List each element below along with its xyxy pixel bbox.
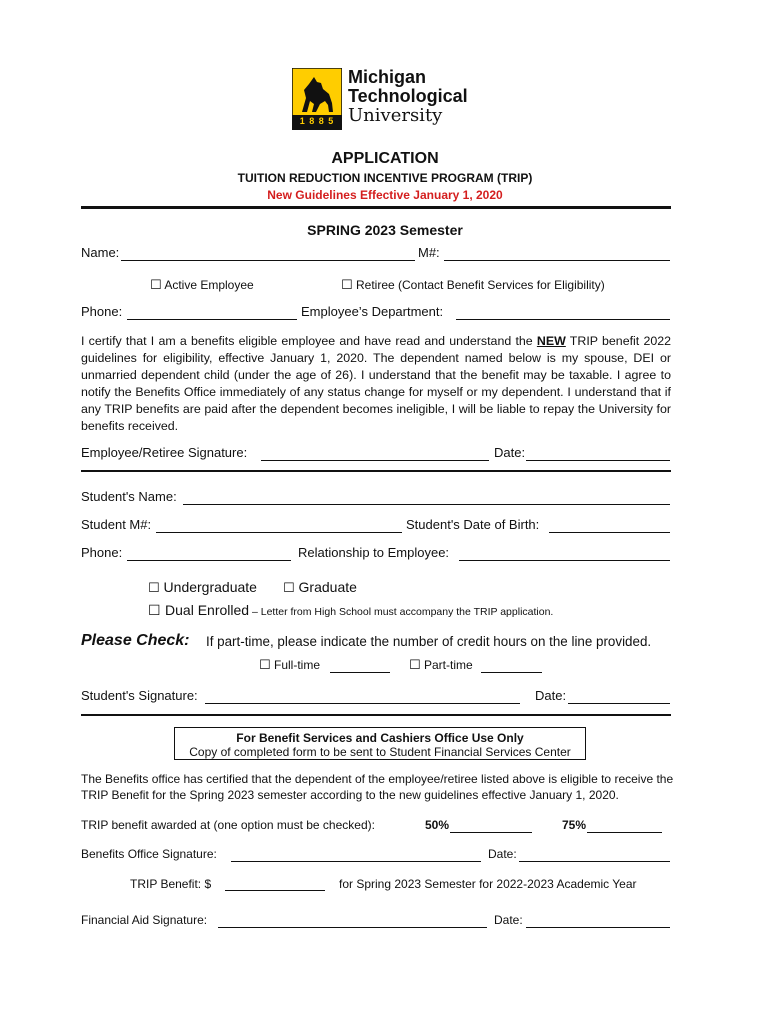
financial-aid-date-label: Date: (494, 913, 523, 927)
student-m-label: Student M#: (81, 517, 152, 532)
employee-name-field[interactable] (121, 260, 415, 261)
logo-line-technological: Technological (348, 86, 468, 106)
student-signature-date-field[interactable] (568, 703, 670, 704)
program-subtitle: TUITION REDUCTION INCENTIVE PROGRAM (TRIP) (237, 171, 533, 185)
certification-text-1: I certify that I am a benefits eligible employee and have read and understand the (81, 334, 537, 348)
relationship-field[interactable] (459, 560, 670, 561)
financial-aid-date-field[interactable] (526, 927, 670, 928)
part-time-credit-field[interactable] (481, 672, 542, 673)
part-time-label: Part-time (424, 658, 473, 672)
employee-department-label: Employee’s Department: (301, 304, 444, 319)
benefits-office-signature-label: Benefits Office Signature: (81, 847, 217, 861)
benefits-office-date-label: Date: (488, 847, 517, 861)
trip-benefit-amount-field[interactable] (225, 890, 325, 891)
option-50-label: 50% (425, 818, 450, 832)
logo-line-michigan: Michigan (348, 67, 427, 87)
benefit-awarded-label: TRIP benefit awarded at (one option must be checked): (81, 818, 375, 832)
student-name-label: Student's Name: (81, 489, 177, 504)
relationship-label: Relationship to Employee: (298, 545, 450, 560)
section-rule-2 (81, 714, 671, 716)
header-rule (81, 206, 671, 209)
financial-aid-signature-label: Financial Aid Signature: (81, 913, 208, 927)
logo-year: 1 8 8 5 (299, 116, 335, 126)
option-75-field[interactable] (587, 832, 662, 833)
student-dob-label: Student's Date of Birth: (406, 517, 540, 532)
employee-signature-date-field[interactable] (526, 460, 670, 461)
office-use-box (174, 727, 586, 760)
logo-line-university: University (348, 105, 443, 126)
employee-signature-date-label: Date: (494, 445, 526, 460)
full-time-checkbox[interactable]: ☐ (259, 658, 271, 673)
certification-emphasis-new: NEW (536, 334, 566, 348)
please-check-heading: Please Check: (81, 632, 190, 649)
retiree-label: Retiree (Contact Benefit Services for Eligibility) (356, 278, 605, 292)
effective-date-notice: New Guidelines Effective January 1, 2020 (267, 188, 503, 202)
student-phone-field[interactable] (127, 560, 291, 561)
dual-enrolled-label: Dual Enrolled (165, 602, 250, 618)
active-employee-checkbox[interactable]: ☐ (150, 278, 162, 293)
office-use-note: Copy of completed form to be sent to Student Financial Services Center (189, 745, 571, 759)
university-logo (292, 68, 477, 130)
option-50-field[interactable] (450, 832, 532, 833)
section-rule-1 (81, 470, 671, 472)
trip-benefit-suffix: for Spring 2023 Semester for 2022-2023 Academic Year (339, 877, 637, 891)
employee-m-field[interactable] (444, 260, 670, 261)
trip-benefit-label: TRIP Benefit: $ (130, 877, 212, 891)
student-signature-date-label: Date: (535, 688, 567, 703)
full-time-label: Full-time (274, 658, 321, 672)
student-m-field[interactable] (156, 532, 402, 533)
undergraduate-label: Undergraduate (163, 579, 257, 595)
certification-text-2: TRIP benefit 2022 guidelines for eligibility, effective January 1, 2020. The dependent named below is my spouse, DEI or unmarried dependent child (under the age of 26). I understand that the benefit may be taxable. I agree to notify the Benefits Office immediately of any status change for myself or my dependent. I understand that if any TRIP benefits are paid after the dependent becomes ineligible, I will be liable to repay the University for benefits received. (81, 334, 672, 433)
student-phone-label: Phone: (81, 545, 123, 560)
benefits-office-signature-field[interactable] (231, 861, 481, 862)
student-signature-field[interactable] (205, 703, 520, 704)
retiree-checkbox[interactable]: ☐ (341, 278, 353, 293)
option-75-label: 75% (562, 818, 587, 832)
employee-m-label: M#: (418, 245, 440, 260)
full-time-credit-field[interactable] (330, 672, 390, 673)
certification-statement (81, 333, 671, 435)
benefits-office-date-field[interactable] (519, 861, 670, 862)
employee-department-field[interactable] (456, 319, 670, 320)
semester-heading: SPRING 2023 Semester (307, 222, 463, 238)
form-title: APPLICATION (331, 150, 439, 167)
dual-enrolled-checkbox[interactable]: ☐ (148, 603, 161, 619)
student-name-field[interactable] (183, 504, 670, 505)
undergraduate-checkbox[interactable]: ☐ (148, 581, 160, 596)
financial-aid-signature-field[interactable] (218, 927, 487, 928)
graduate-label: Graduate (298, 579, 357, 595)
active-employee-label: Active Employee (164, 278, 254, 292)
employee-phone-field[interactable] (127, 319, 297, 320)
dual-enrolled-note: – Letter from High School must accompany the TRIP application. (249, 606, 554, 618)
graduate-checkbox[interactable]: ☐ (283, 581, 295, 596)
employee-signature-field[interactable] (261, 460, 489, 461)
student-signature-label: Student's Signature: (81, 688, 198, 703)
benefits-certification-statement: The Benefits office has certified that the dependent of the employee/retiree listed above is eligible to receive the TRIP Benefit for the Spring 2023 semester according to the new guidelines effective January 1, 2020. (81, 772, 674, 802)
student-dob-field[interactable] (549, 532, 670, 533)
part-time-checkbox[interactable]: ☐ (409, 658, 421, 673)
part-time-instruction: If part-time, please indicate the number of credit hours on the line provided. (206, 634, 652, 649)
employee-phone-label: Phone: (81, 304, 123, 319)
employee-name-label: Name: (81, 245, 120, 260)
employee-signature-label: Employee/Retiree Signature: (81, 445, 248, 460)
office-use-title: For Benefit Services and Cashiers Office Use Only (236, 731, 524, 745)
